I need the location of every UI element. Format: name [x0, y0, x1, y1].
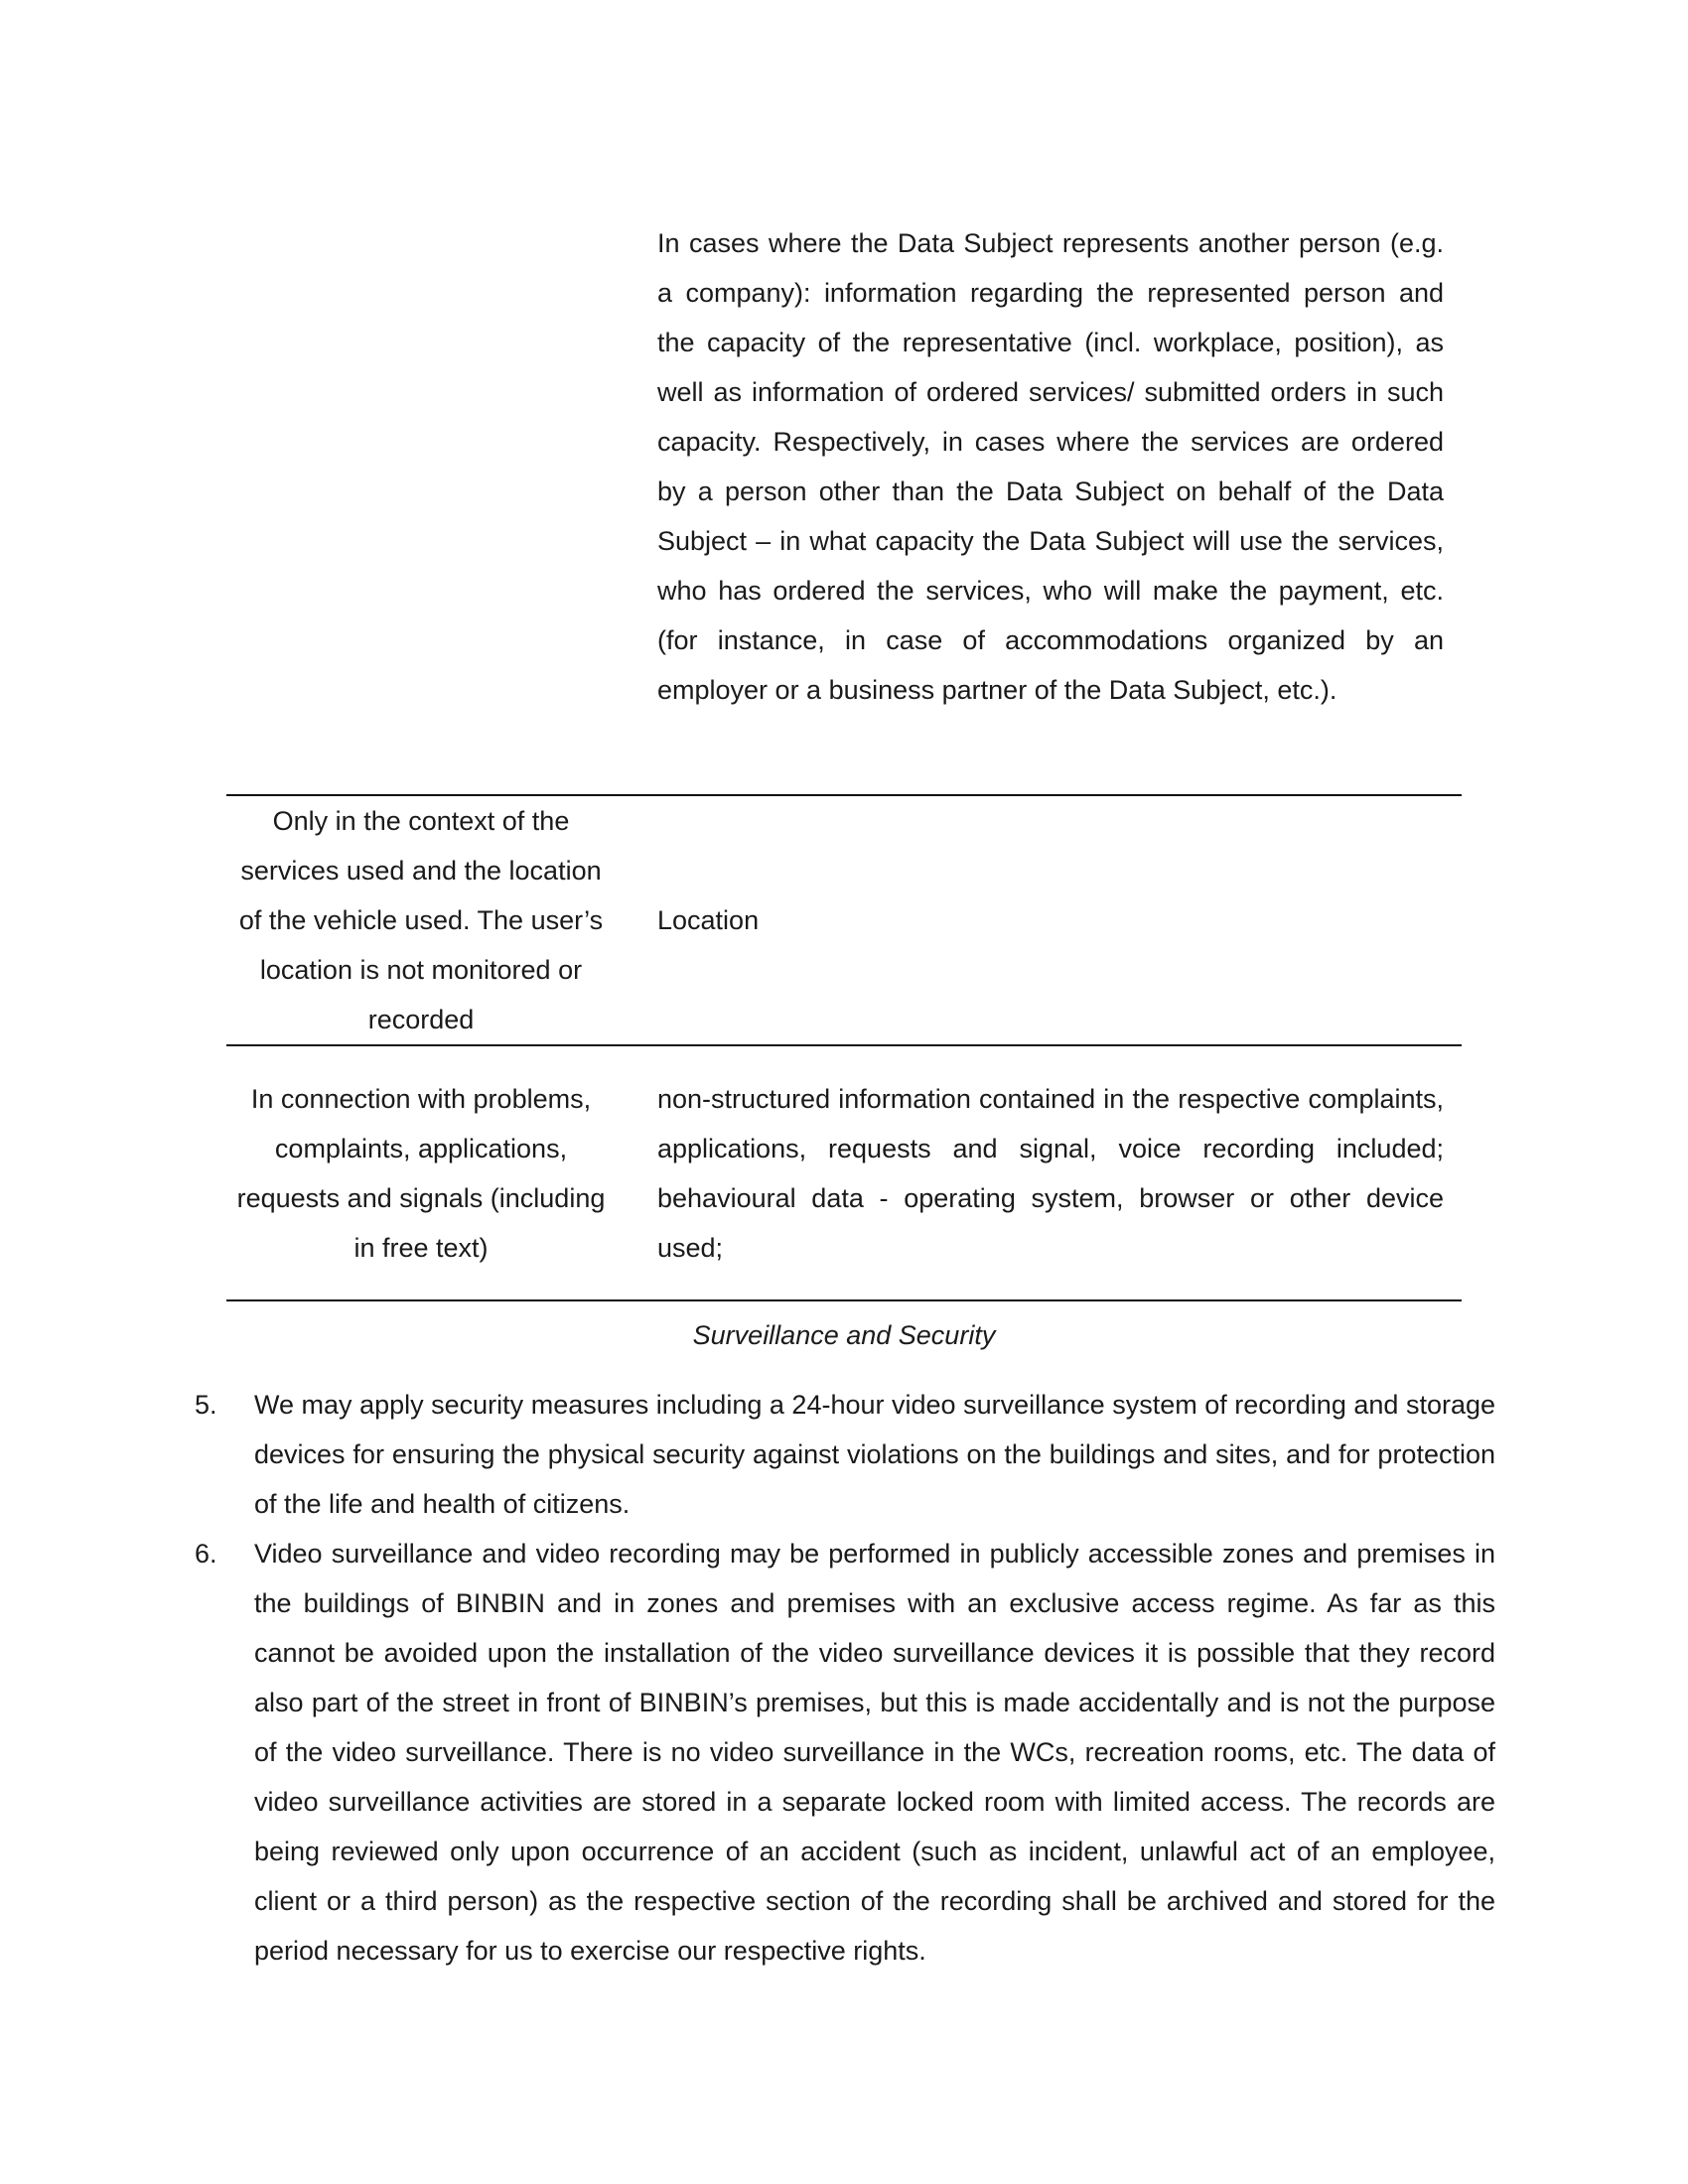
list-item: [195, 1529, 1495, 1976]
data-cell: [630, 1046, 1462, 1299]
table-row: [226, 796, 1462, 1044]
purpose-cell: [226, 1046, 630, 1299]
data-cell: [630, 218, 1462, 715]
list-item-text: Video surveillance and video recording may be performed in publicly accessible zones and premises in the buildings of BINBIN and in zones and premises with an exclusive access regime. As far as this cannot be avoided upon the installation of the video surveillance devices it is possible that they record also part of the street in front of BINBIN’s premises, but this is made accidentally and is not the purpose of the video surveillance. There is no video surveillance in the WCs, recreation rooms, etc. The data of video surveillance activities are stored in a separate locked room with limited access. The records are being reviewed only upon occurrence of an accident (such as incident, unlawful act of an employee, client or a third person) as the respective section of the recording shall be archived and stored for the period necessary for us to exercise our respective rights.: [254, 1539, 1495, 1966]
data-text: In cases where the Data Subject represents another person (e.g. a company): information regarding the represented person and the capacity of the representative (incl. workplace, position), as well as information of ordered services/ submitted orders in such capacity. Respectively, in cases where the services are ordered by a person other than the Data Subject on behalf of the Data Subject – in what capacity the Data Subject will use the services, who has ordered the services, who will make the payment, etc. (for instance, in case of accommodations organized by an employer or a business partner of the Data Subject, etc.).: [657, 228, 1444, 705]
list-item: [195, 1380, 1495, 1529]
list-item-number: 6.: [195, 1539, 217, 1569]
numbered-list: [195, 1380, 1495, 1976]
list-item-text: We may apply security measures including a 24-hour video surveillance system of recording and storage devices for ensuring the physical security against violations on the buildings and sites, and for protection of the life and health of citizens.: [254, 1390, 1495, 1519]
table-row: [226, 218, 1462, 794]
table-row: [226, 1046, 1462, 1299]
section-heading: Surveillance and Security: [692, 1320, 996, 1350]
data-category-table: [226, 218, 1462, 1301]
purpose-text: Only in the context of the services used and the location of the vehicle used. The user’s location is not monitored or recorded: [238, 806, 604, 1034]
purpose-cell: [226, 796, 630, 1044]
data-cell: [630, 796, 1462, 1044]
list-item-number: 5.: [195, 1390, 217, 1420]
purpose-text: In connection with problems, complaints, applications, requests and signals (including in free text): [236, 1083, 606, 1263]
data-text: non-structured information contained in the respective complaints, applications, requests and signal, voice recording included; behavioural data - operating system, browser or other device used;: [657, 1083, 1444, 1263]
data-text: Location: [657, 905, 760, 935]
table-divider: [226, 1299, 1462, 1301]
